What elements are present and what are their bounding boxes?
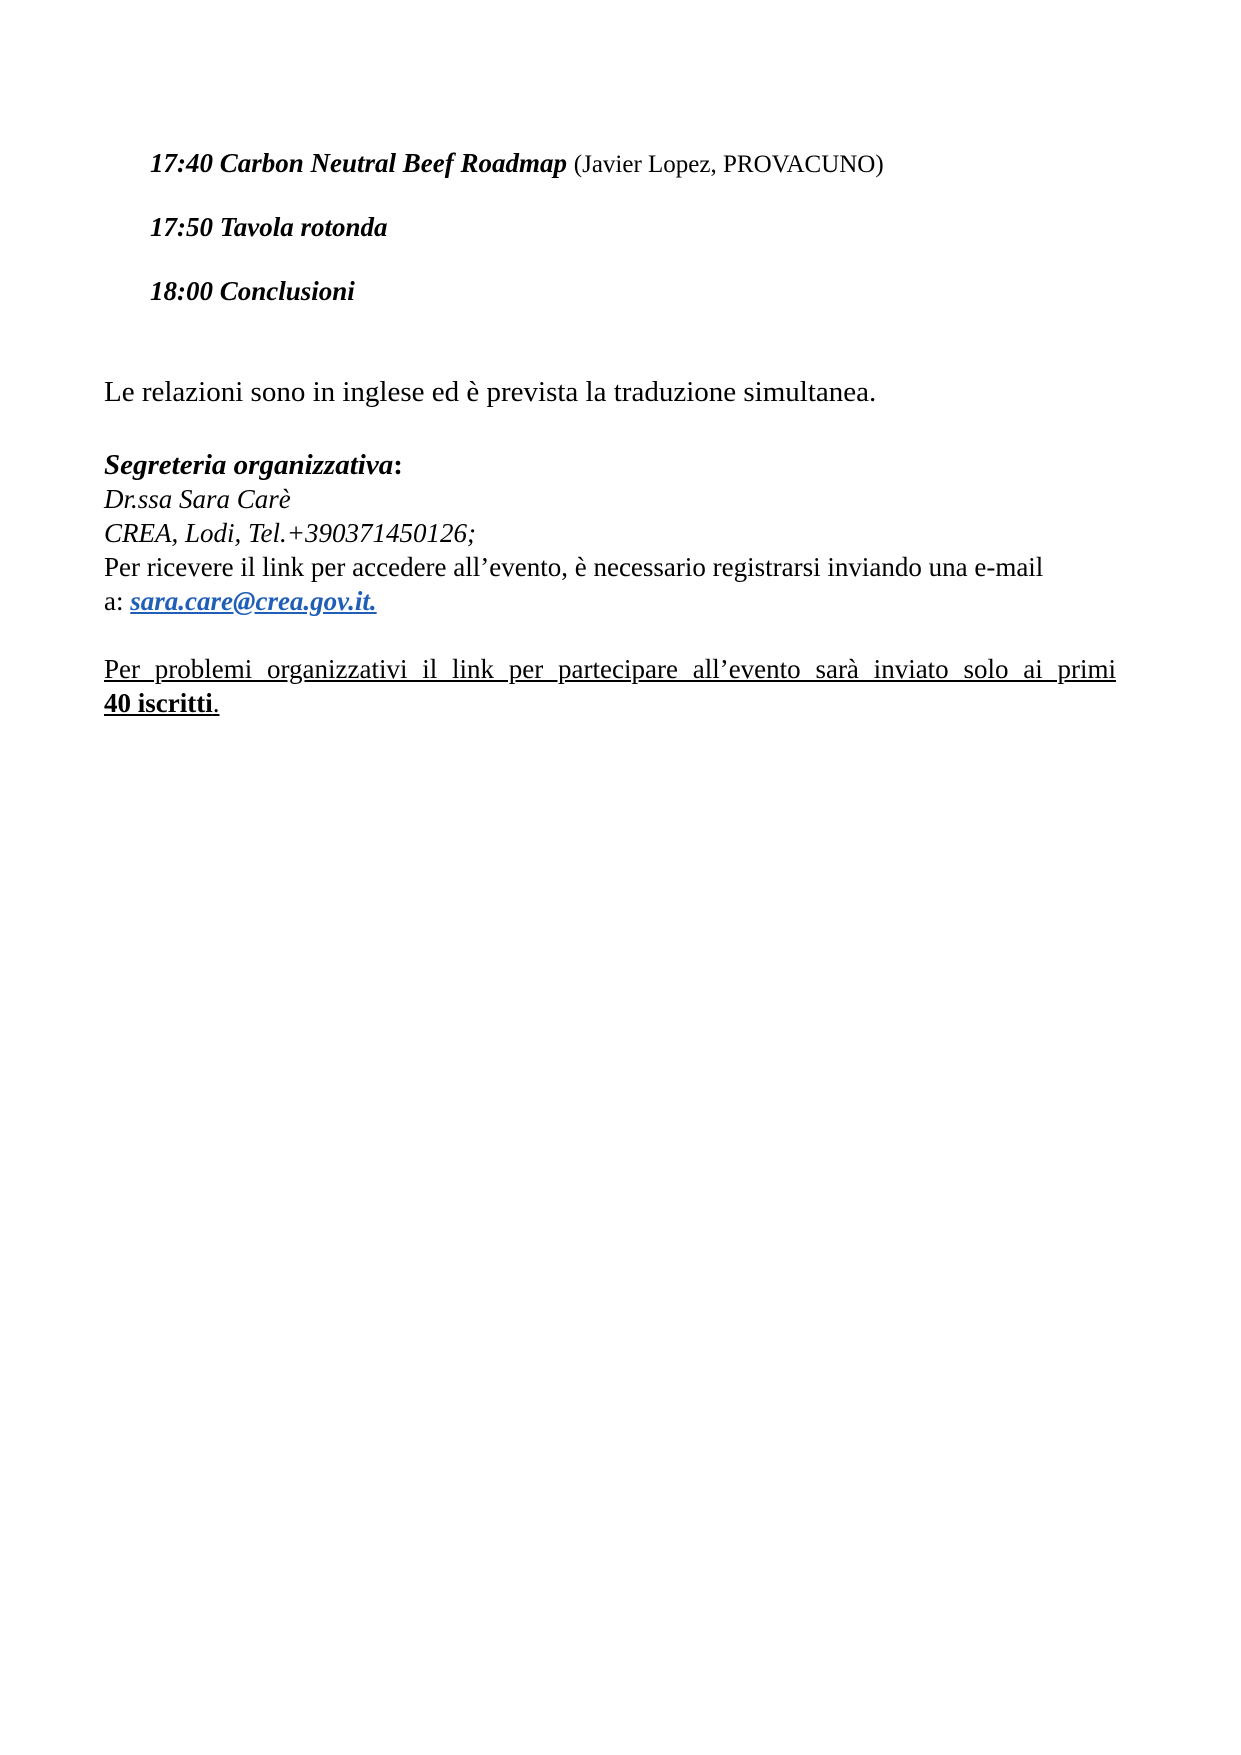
secretariat-heading bbox=[104, 448, 1114, 482]
agenda-item-carbon-neutral-beef bbox=[150, 150, 884, 177]
translation-notice: Le relazioni sono in inglese ed è prevista la traduzione simultanea. bbox=[104, 376, 877, 408]
secretariat-block bbox=[104, 448, 1114, 618]
agenda-speaker: (Javier Lopez, PROVACUNO) bbox=[573, 151, 884, 178]
secretariat-heading-colon: : bbox=[393, 449, 403, 481]
warning-second-line bbox=[104, 688, 219, 718]
secretariat-heading-text: Segreteria organizzativa bbox=[104, 449, 394, 481]
warning-trail: . bbox=[212, 688, 220, 718]
agenda-item-conclusioni bbox=[150, 278, 355, 305]
warning-text: Per problemi organizzativi il link per partecipare all’evento sarà inviato solo ai primi bbox=[104, 654, 1116, 684]
agenda-item-tavola-rotonda bbox=[150, 214, 388, 241]
registration-email-line bbox=[104, 584, 1114, 618]
agenda-time-title: 17:50 Tavola rotonda bbox=[150, 212, 388, 242]
registration-limit-warning bbox=[104, 652, 1116, 720]
agenda-time-title: 17:40 Carbon Neutral Beef Roadmap bbox=[150, 148, 568, 178]
email-link[interactable]: sara.care@crea.gov.it. bbox=[130, 586, 377, 616]
registration-prefix: a: bbox=[104, 586, 131, 616]
secretariat-name: Dr.ssa Sara Carè bbox=[104, 484, 291, 514]
warning-bold-count: 40 iscritti bbox=[104, 688, 213, 718]
secretariat-contact: CREA, Lodi, Tel.+390371450126; bbox=[104, 518, 476, 548]
agenda-time-title: 18:00 Conclusioni bbox=[150, 276, 355, 306]
registration-text: Per ricevere il link per accedere all’evento, è necessario registrarsi inviando una e-mail bbox=[104, 552, 1044, 582]
